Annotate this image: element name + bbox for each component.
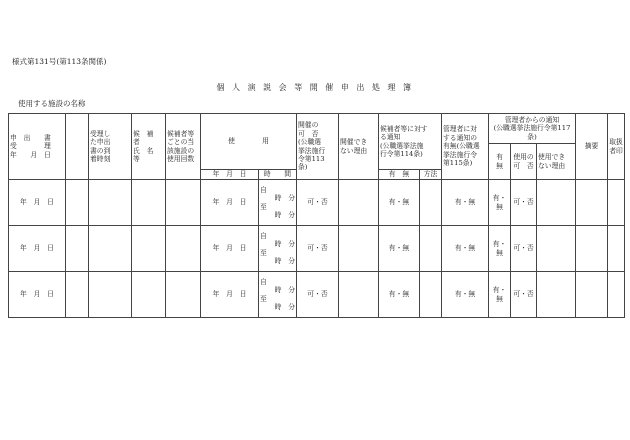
header-notify-candidate: 候補者等に対す る通知 (公職選挙法施 行令第114条) (379, 114, 442, 170)
header-from-manager: 管理者からの通知 (公職選挙法施行令第117条) (489, 114, 576, 144)
header-handler-seal: 取扱 者印 (608, 114, 625, 180)
use-permission-cell[interactable]: 可・否 (511, 272, 537, 318)
application-date-cell[interactable]: 年 月 日 (9, 180, 66, 226)
remarks-cell[interactable] (576, 272, 608, 318)
use-permission-cell[interactable]: 可・否 (511, 180, 537, 226)
candidate-name-cell[interactable] (132, 180, 166, 226)
table-row (9, 180, 625, 226)
header-reason-cannot-hold: 開催でき ない理由 (339, 114, 379, 180)
notify-method-cell[interactable] (420, 226, 442, 272)
header-manager-yes-no: 有 無 (489, 144, 511, 180)
header-arrival-time: 受理し た申出 書の到 着時刻 (89, 114, 132, 180)
from-manager-cell[interactable]: 有・無 (489, 272, 511, 318)
application-date-cell[interactable]: 年 月 日 (9, 226, 66, 272)
notify-manager-cell[interactable]: 有・無 (442, 226, 489, 272)
header-remarks: 摘要 (576, 114, 608, 180)
arrival-time-cell[interactable] (89, 180, 132, 226)
register-table (8, 113, 625, 318)
header-time: 時 間 (259, 170, 297, 180)
from-manager-cell[interactable]: 有・無 (489, 180, 511, 226)
notify-candidate-cell[interactable]: 有・無 (379, 180, 420, 226)
use-time-cell[interactable]: 自 時 分 至 時 分 (259, 272, 297, 318)
use-date-cell[interactable]: 年 月 日 (201, 180, 259, 226)
reason-cannot-hold-cell[interactable] (339, 180, 379, 226)
permission-cell[interactable]: 可・否 (297, 226, 339, 272)
table-row (9, 226, 625, 272)
use-permission-cell[interactable]: 可・否 (511, 226, 537, 272)
use-date-cell[interactable]: 年 月 日 (201, 272, 259, 318)
handler-seal-cell[interactable] (608, 226, 625, 272)
notify-method-cell[interactable] (420, 180, 442, 226)
reason-cannot-hold-cell[interactable] (339, 226, 379, 272)
use-date-cell[interactable]: 年 月 日 (201, 226, 259, 272)
use-time-cell[interactable]: 自 時 分 至 時 分 (259, 180, 297, 226)
reason-cannot-use-cell[interactable] (537, 226, 576, 272)
arrival-time-cell[interactable] (89, 226, 132, 272)
candidate-name-cell[interactable] (132, 226, 166, 272)
candidate-name-cell[interactable] (132, 272, 166, 318)
notify-candidate-cell[interactable]: 有・無 (379, 272, 420, 318)
header-use-permission: 使用の 可 否 (511, 144, 537, 180)
notify-manager-cell[interactable]: 有・無 (442, 180, 489, 226)
facility-label: 使用する施設の名称 (18, 99, 86, 108)
usage-count-cell[interactable] (166, 272, 201, 318)
document-date-cell[interactable] (66, 272, 89, 318)
reason-cannot-use-cell[interactable] (537, 272, 576, 318)
header-holding-permission: 開催の 可 否 (公職選 挙法施行 令第113 条) (297, 114, 339, 180)
handler-seal-cell[interactable] (608, 180, 625, 226)
form-number: 様式第131号(第113条関係) (12, 57, 107, 66)
remarks-cell[interactable] (576, 226, 608, 272)
usage-count-cell[interactable] (166, 180, 201, 226)
application-date-cell[interactable]: 年 月 日 (9, 272, 66, 318)
header-reason-cannot-use: 使用でき ない理由 (537, 144, 576, 180)
remarks-cell[interactable] (576, 180, 608, 226)
reason-cannot-hold-cell[interactable] (339, 272, 379, 318)
notify-manager-cell[interactable]: 有・無 (442, 272, 489, 318)
permission-cell[interactable]: 可・否 (297, 272, 339, 318)
from-manager-cell[interactable]: 有・無 (489, 226, 511, 272)
usage-count-cell[interactable] (166, 226, 201, 272)
header-yes-no: 有 無 (379, 170, 420, 180)
document-date-cell[interactable] (66, 226, 89, 272)
page-title: 個 人 演 説 会 等 開 催 申 出 処 理 簿 (216, 83, 414, 92)
notify-candidate-cell[interactable]: 有・無 (379, 226, 420, 272)
header-notify-manager: 管理者に対 する通知の 有無(公職選 挙法施行令 第115条) (442, 114, 489, 180)
header-usage-count: 候補者等 ごとの当 該施設の 使用回数 (166, 114, 201, 180)
header-date: 年 月 日 (201, 170, 259, 180)
header-method: 方法 (420, 170, 442, 180)
header-candidate-name: 候 補 者 氏 名 等 (132, 114, 166, 180)
header-document-date (66, 114, 89, 180)
document-date-cell[interactable] (66, 180, 89, 226)
table-row (9, 272, 625, 318)
permission-cell[interactable]: 可・否 (297, 180, 339, 226)
header-usage-period: 使 用 (201, 114, 297, 170)
reason-cannot-use-cell[interactable] (537, 180, 576, 226)
notify-method-cell[interactable] (420, 272, 442, 318)
header-application-date: 申 出 書 受 理 年 月 日 (9, 114, 66, 180)
use-time-cell[interactable]: 自 時 分 至 時 分 (259, 226, 297, 272)
handler-seal-cell[interactable] (608, 272, 625, 318)
arrival-time-cell[interactable] (89, 272, 132, 318)
